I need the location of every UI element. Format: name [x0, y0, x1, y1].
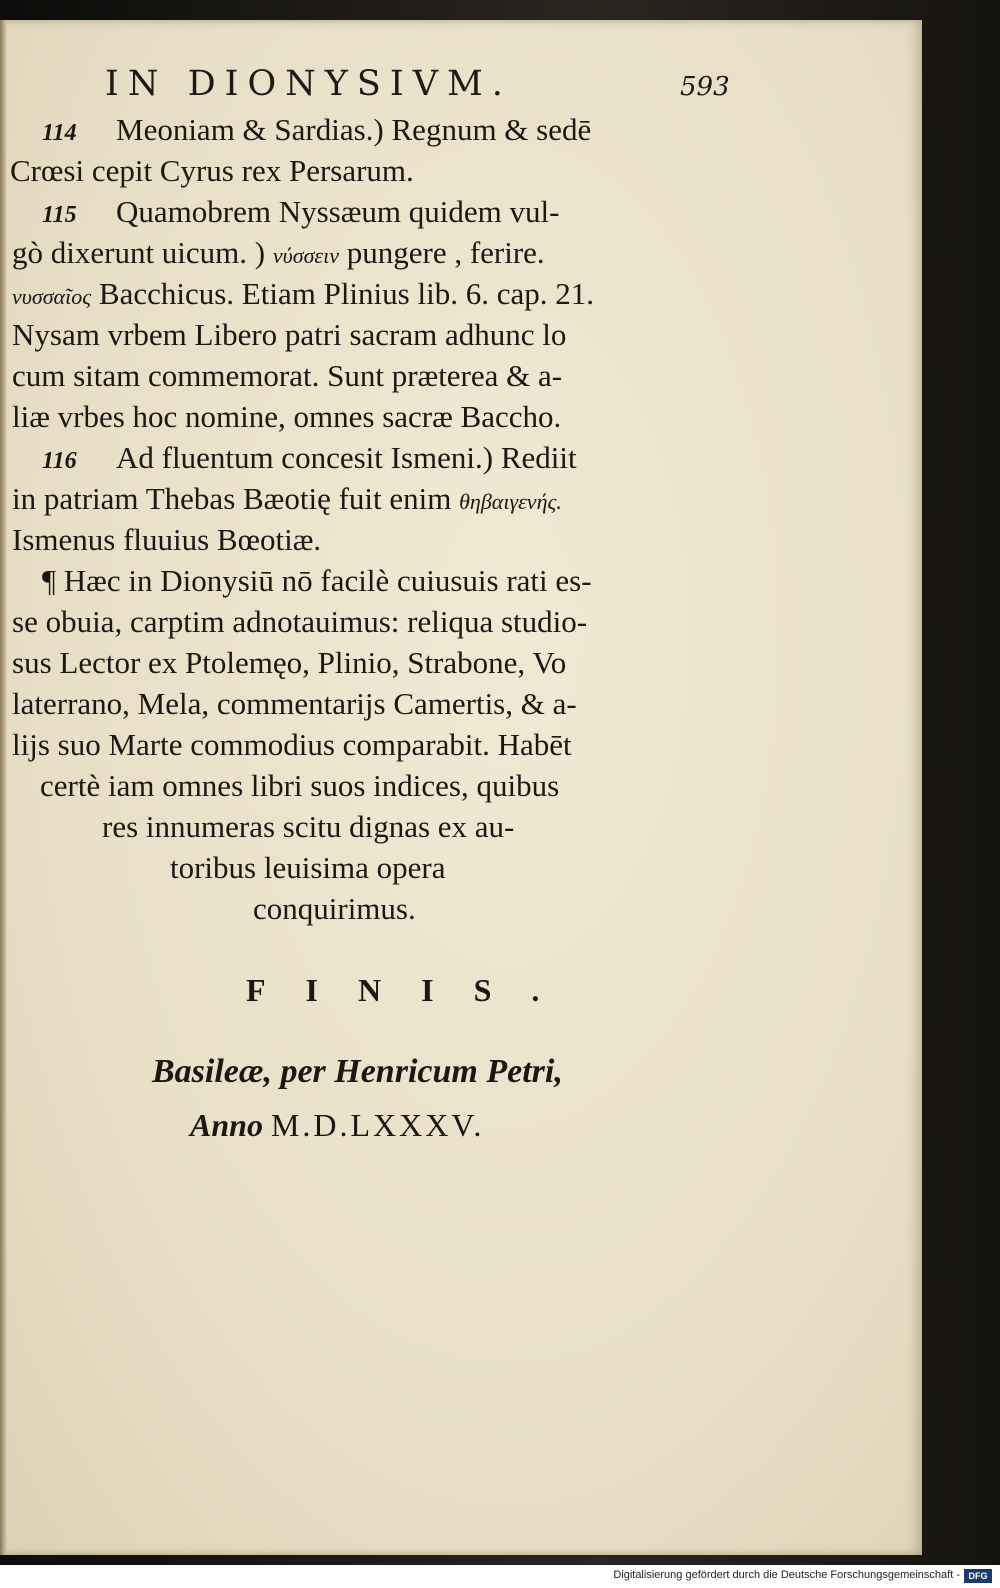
imprint-anno: Anno [190, 1107, 263, 1143]
text-line [170, 850, 446, 886]
line-text: toribus leuisima opera [170, 850, 446, 885]
line-text: certè iam omnes libri suos indices, quibus [40, 768, 560, 803]
line-text: Ad fluentum concesit Ismeni.) Rediit [116, 440, 577, 475]
note-number: 116 [42, 448, 77, 474]
line-text: se obuia, carptim adnotauimus: reliqua studio- [12, 604, 588, 639]
line-text: Bacchicus. Etiam Plinius lib. 6. cap. 21. [91, 276, 594, 311]
imprint-year: M.D.LXXXV. [270, 1107, 485, 1143]
line-text: liæ vrbes hoc nomine, omnes sacræ Baccho. [12, 399, 562, 434]
folio-number: 593 [680, 72, 730, 102]
greek-word: νυσσαῖος [12, 284, 92, 309]
note-number: 115 [42, 202, 77, 228]
dfg-logo: DFG [964, 1569, 992, 1583]
imprint-date [190, 1107, 484, 1144]
page-edge [0, 20, 6, 1555]
text-line [12, 399, 561, 435]
footer-credit: Digitalisierung gefördert durch die Deutsche Forschungsgemeinschaft - [613, 1569, 960, 1581]
line-text: pungere , ferire. [338, 235, 545, 270]
text-line [12, 686, 577, 722]
text-line [12, 522, 321, 558]
running-head: IN DIONYSIVM. [105, 64, 512, 104]
text-line [12, 645, 566, 681]
line-text: Nysam vrbem Libero patri sacram adhunc lo [12, 317, 567, 352]
line-text: ¶ Hæc in Dionysiū nō facilè cuiusuis rati es- [42, 563, 592, 598]
text-line [12, 604, 587, 640]
line-text: res innumeras scitu dignas ex au- [102, 809, 515, 844]
line-text: Ismenus fluuius Bœotiæ. [12, 522, 322, 557]
text-line [42, 563, 592, 599]
text-line [12, 358, 562, 394]
digitization-footer [0, 1565, 1000, 1588]
text-line [10, 153, 414, 189]
line-text: Meoniam & Sardias.) Regnum & sedē [116, 112, 592, 147]
text-line [40, 768, 559, 804]
text-line [12, 481, 562, 517]
text-line [12, 276, 594, 312]
text-line [12, 235, 545, 271]
line-text: sus Lector ex Ptolemęo, Plinio, Strabone, Vo [12, 645, 567, 680]
text-line [42, 440, 577, 476]
line-text: in patriam Thebas Bæotię fuit enim [12, 481, 460, 516]
line-text: Quamobrem Nyssæum quidem vul- [116, 194, 560, 229]
note-number: 114 [42, 120, 77, 146]
line-text: lijs suo Marte commodius comparabit. Habēt [12, 727, 572, 762]
text-line [42, 194, 559, 230]
line-text: gò dixerunt uicum. ) [12, 235, 273, 270]
text-line [12, 727, 572, 763]
line-text: laterrano, Mela, commentarijs Camertis, & a- [12, 686, 577, 721]
text-line [102, 809, 514, 845]
line-text: conquirimus. [253, 891, 416, 926]
text-line [12, 317, 566, 353]
greek-word: θηβαιγενής. [459, 489, 562, 514]
greek-word: νύσσειν [272, 243, 339, 268]
line-text: Crœsi cepit Cyrus rex Persarum. [10, 153, 414, 188]
text-line [253, 891, 416, 927]
finis: FINIS. [246, 972, 580, 1008]
imprint-place-printer: Basileæ, per Henricum Petri, [152, 1053, 563, 1090]
text-line [42, 112, 591, 148]
line-text: cum sitam commemorat. Sunt præterea & a- [12, 358, 563, 393]
